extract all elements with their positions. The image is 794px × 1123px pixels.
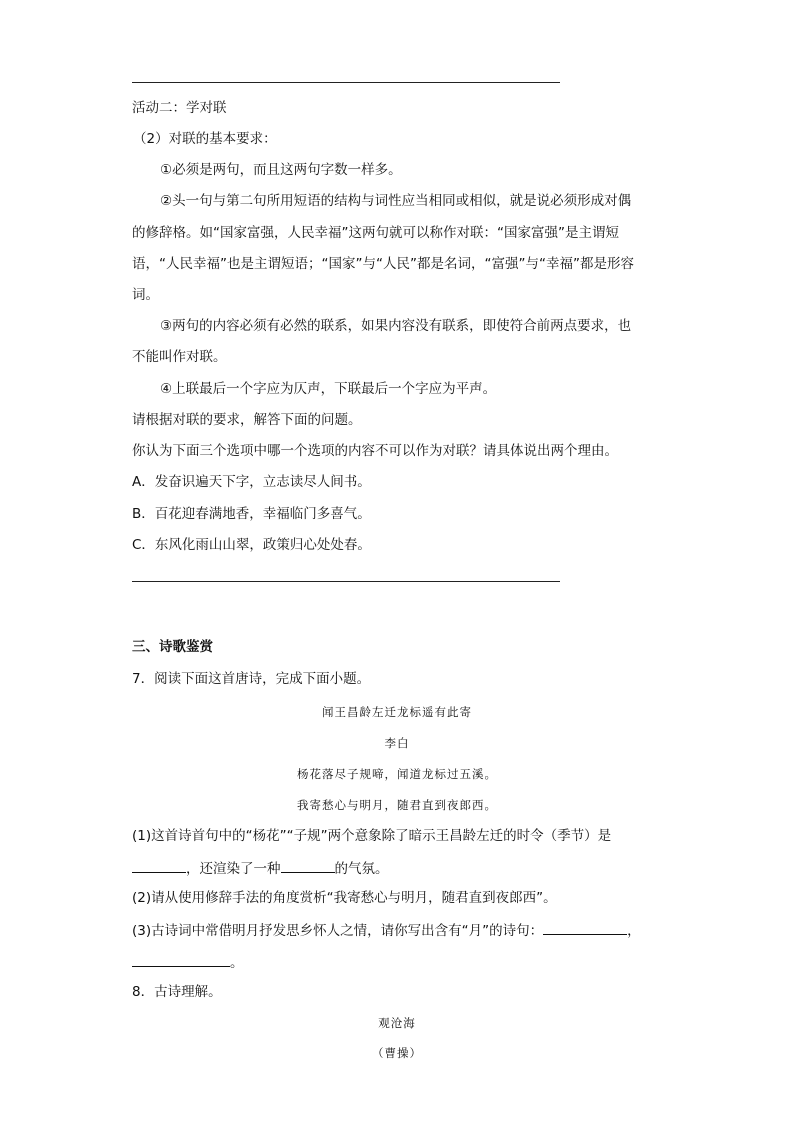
answer-line-bottom: [132, 581, 560, 582]
sub-question-2: (2)请从使用修辞手法的角度赏析“我寄愁心与明月，随君直到夜郎西”。: [132, 890, 557, 906]
sub-question-1-text-c: 的气氛。: [334, 861, 389, 877]
sub-question-3-line-1: [132, 920, 641, 940]
answer-blank[interactable]: [132, 952, 230, 967]
period: 。: [230, 955, 244, 971]
answer-line-top: [132, 82, 560, 83]
requirement-1: ①必须是两句，而且这两句字数一样多。: [160, 162, 402, 178]
requirement-3-line-2: 不能叫作对联。: [132, 349, 227, 365]
section-heading: 三、诗歌鉴赏: [132, 639, 213, 655]
sub-question-1-text-b: ，还渲染了一种: [186, 861, 281, 877]
question-8: 8．古诗理解。: [132, 984, 222, 1000]
poem-line-1: 杨花落尽子规啼，闻道龙标过五溪。: [297, 767, 497, 781]
answer-blank[interactable]: [132, 858, 186, 873]
sub-question-3-text: (3)古诗词中常借明月抒发思乡怀人之情，请你写出含有“月”的诗句：: [132, 923, 544, 939]
requirement-3-line-1: ③两句的内容必须有必然的联系，如果内容没有联系，即使符合前两点要求，也: [160, 318, 632, 334]
poem-2-author: （曹操）: [372, 1046, 422, 1060]
comma: ，: [627, 923, 641, 939]
sub-question-1-line-1: (1)这首诗首句中的“杨花”“子规”两个意象除了暗示王昌龄左迁的时令（季节）是: [132, 828, 612, 844]
poem-line-2: 我寄愁心与明月，随君直到夜郎西。: [297, 798, 497, 812]
requirement-4: ④上联最后一个字应为仄声，下联最后一个字应为平声。: [160, 381, 497, 397]
sub-question-1-line-2: [132, 858, 389, 878]
requirement-2-line-2: 的修辞格。如“国家富强，人民幸福”这两句就可以称作对联：“国家富强”是主谓短: [132, 225, 619, 241]
instruction-text: 请根据对联的要求，解答下面的问题。: [132, 412, 362, 428]
requirement-2-line-3: 语，“人民幸福”也是主谓短语；“国家”与“人民”都是名词，“富强”与“幸福”都是形容: [132, 256, 634, 272]
sub-question-3-line-2: [132, 952, 244, 972]
poem-title: 闻王昌龄左迁龙标遥有此寄: [322, 705, 472, 719]
answer-blank[interactable]: [281, 858, 335, 873]
option-b: B．百花迎春满地香，幸福临门多喜气。: [132, 506, 371, 522]
activity-title: 活动二：学对联: [132, 100, 227, 116]
poem-author: 李白: [384, 736, 410, 750]
option-a: A．发奋识遍天下字，立志读尽人间书。: [132, 474, 371, 490]
option-c: C．东风化雨山山翠，政策归心处处春。: [132, 537, 371, 553]
requirement-2-line-1: ②头一句与第二句所用短语的结构与词性应当相同或相似，就是说必须形成对偶: [160, 193, 632, 209]
question-text: 你认为下面三个选项中哪一个选项的内容不可以作为对联？请具体说出两个理由。: [132, 443, 618, 459]
poem-2-title: 观沧海: [378, 1016, 416, 1030]
question-7: 7．阅读下面这首唐诗，完成下面小题。: [132, 671, 371, 687]
requirements-heading: （2）对联的基本要求：: [133, 131, 277, 147]
requirement-2-line-4: 词。: [132, 287, 159, 303]
answer-blank[interactable]: [543, 920, 627, 935]
